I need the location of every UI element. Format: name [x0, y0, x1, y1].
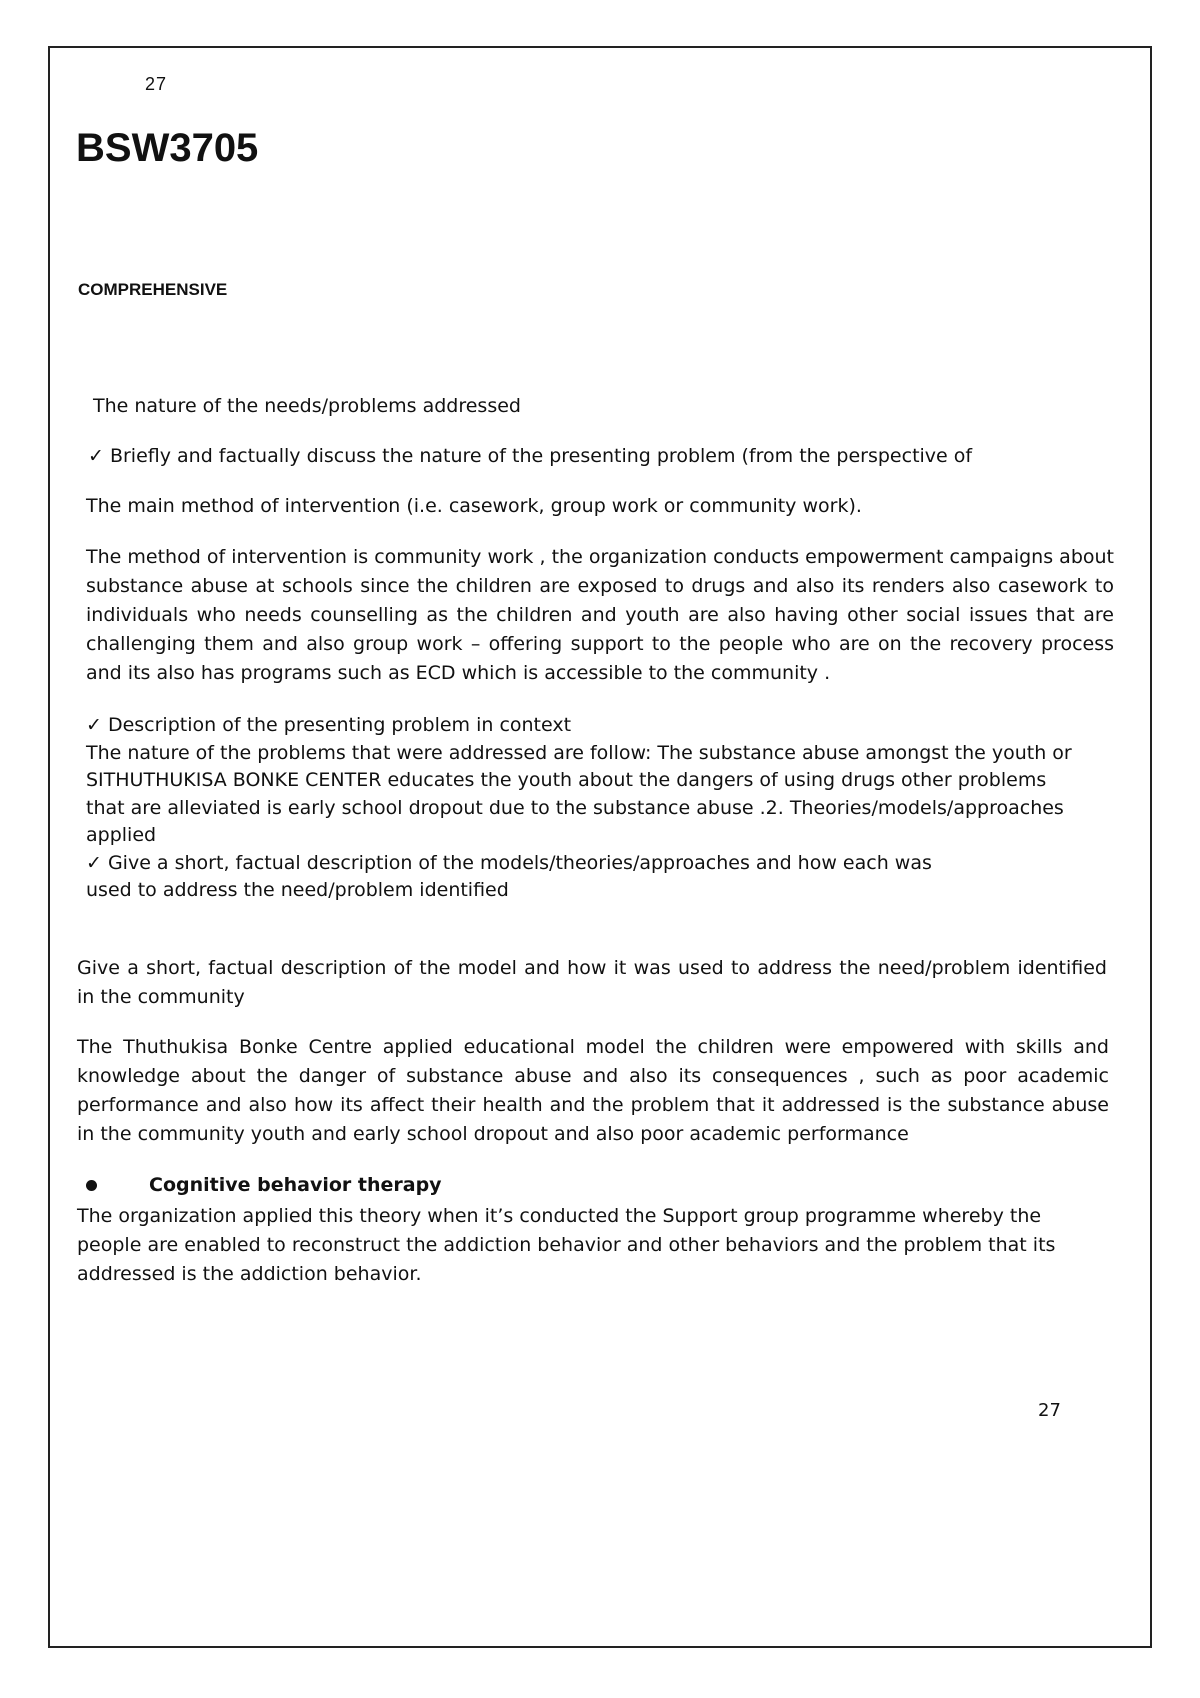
model-answer-paragraph: The Thuthukisa Bonke Centre applied educational model the children were empowered with skills and knowledge about the danger of substance abuse and also its consequences , such as poor academic performance and also how its affect their health and the problem that it addressed is the substance abuse in the community youth and early school dropout and also poor academic performance — [77, 1036, 1109, 1145]
desc-line: SITHUTHUKISA BONKE CENTER educates the youth about the dangers of using drugs other problems — [86, 769, 1047, 791]
model-question: Give a short, factual description of the model and how it was used to address the need/problem identified in the community — [77, 957, 1107, 1008]
desc-line: used to address the need/problem identified — [86, 879, 509, 901]
needs-heading: The nature of the needs/problems addressed — [93, 395, 521, 417]
page-number-top: 27 — [145, 74, 168, 94]
bullet-icon — [86, 1180, 97, 1191]
cbt-line: people are enabled to reconstruct the addiction behavior and other behaviors and the problem that its — [77, 1234, 1056, 1256]
bullet-label: Cognitive behavior therapy — [149, 1174, 442, 1196]
method-question: The main method of intervention (i.e. casework, group work or community work). — [86, 495, 862, 517]
desc-line: ✓ Give a short, factual description of the models/theories/approaches and how each was — [86, 851, 932, 874]
problem-description-block — [86, 712, 1116, 905]
bullet-cognitive-behavior-therapy — [86, 1171, 786, 1200]
method-answer-paragraph: The method of intervention is community work , the organization conducts empowerment campaigns about substance abuse at schools since the children are exposed to drugs and also its renders also casework to individuals who needs counselling as the children and youth are also having other social issues that are challenging them and also group work – offering support to the people who are on the recovery process and its also has programs such as ECD which is accessible to the community . — [86, 546, 1114, 684]
desc-line: that are alleviated is early school dropout due to the substance abuse .2. Theories/models/approaches — [86, 796, 1064, 819]
cbt-paragraph — [77, 1202, 1117, 1289]
section-heading: COMPREHENSIVE — [78, 280, 228, 299]
desc-line: ✓ Description of the presenting problem in context — [86, 714, 572, 736]
desc-line: The nature of the problems that were addressed are follow: The substance abuse amongst the youth or — [86, 741, 1072, 764]
desc-line: applied — [86, 824, 157, 846]
course-code-title: BSW3705 — [76, 126, 259, 170]
cbt-line: addressed is the addiction behavior. — [77, 1263, 422, 1285]
cbt-line: The organization applied this theory when it’s conducted the Support group programme whereby the — [77, 1205, 1042, 1227]
checklist-item-nature: ✓ Briefly and factually discuss the nature of the presenting problem (from the perspective of — [88, 445, 973, 467]
page-number-bottom: 27 — [1038, 1400, 1061, 1421]
